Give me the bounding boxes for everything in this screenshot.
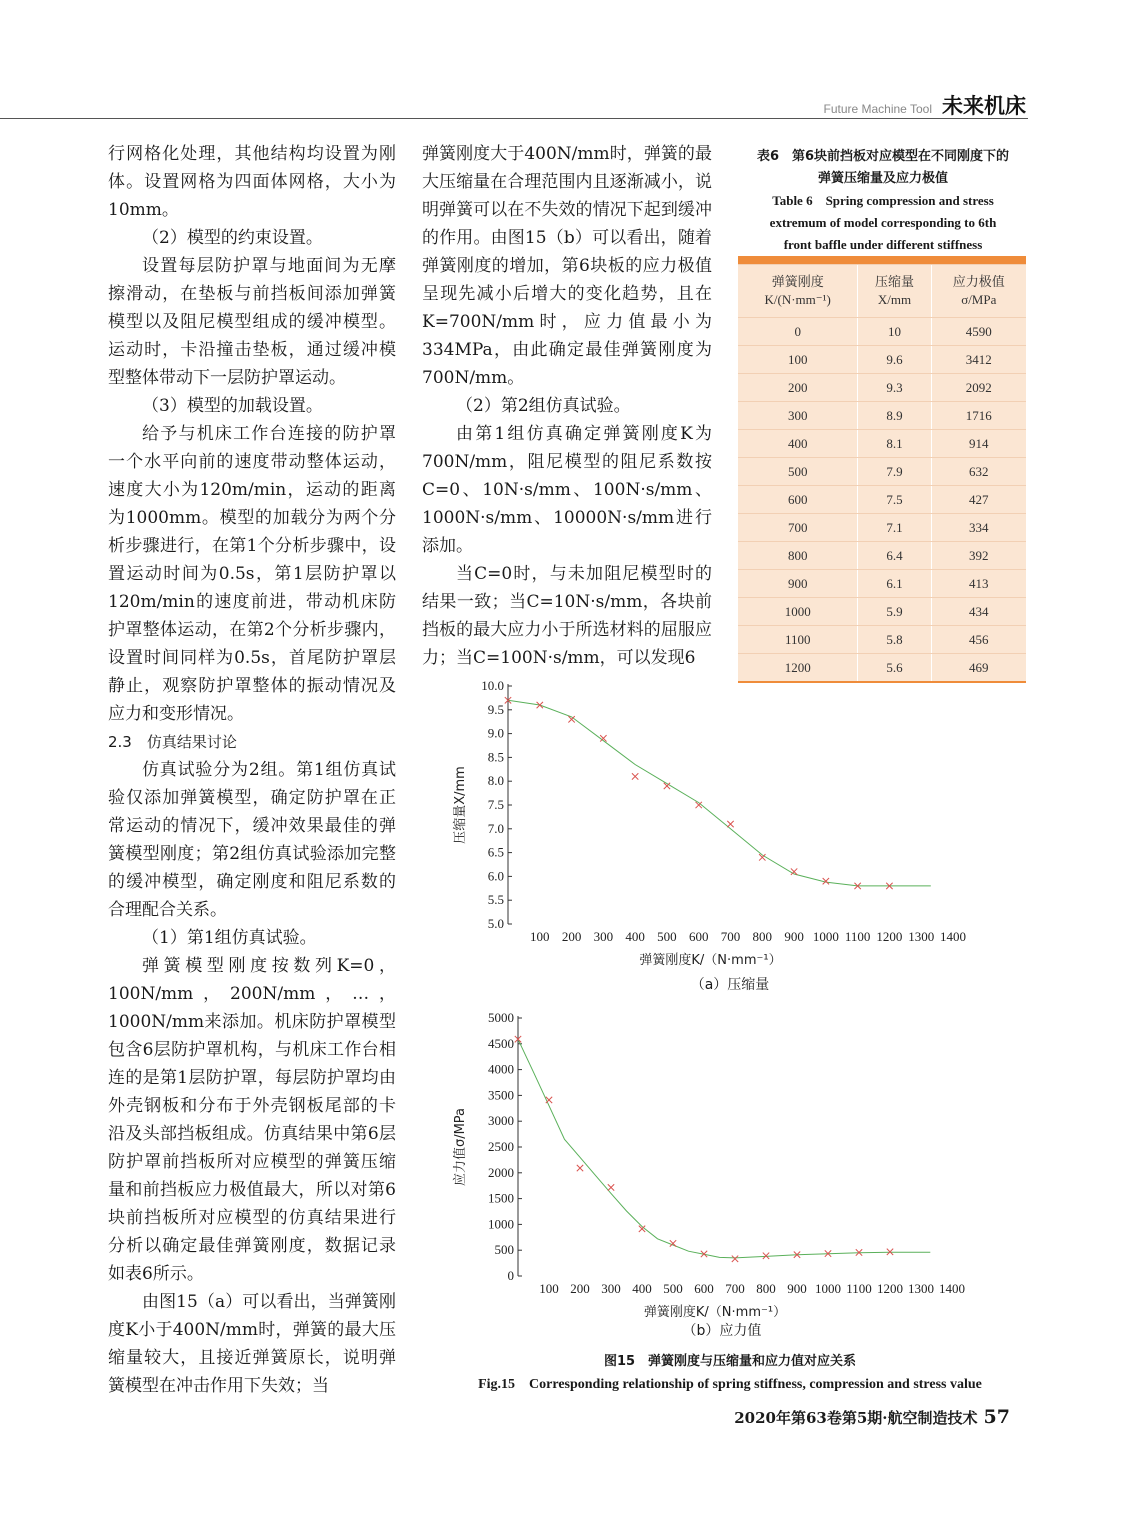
left-paragraph-9: 由图15（a）可以看出，当弹簧刚度K小于400N/mm时，弹簧的最大压缩量较大，且接近弹簧原长，说明弹簧模型在冲击作用下失效；当: [108, 1292, 396, 1396]
y-tick-label: 8.0: [487, 773, 504, 789]
header-stress-unit: σ/MPa: [961, 292, 997, 307]
y-tick-label: 2000: [488, 1164, 514, 1180]
x-axis-label: 弹簧刚度K/（N·mm⁻¹）: [643, 1305, 787, 1320]
table-cell: 1200: [738, 654, 858, 683]
table-row: [738, 570, 1026, 598]
header-compression-label: 压缩量: [874, 274, 914, 289]
table-cell: 9.6: [858, 346, 931, 374]
x-axis-label: 弹簧刚度K/（N·mm⁻¹）: [639, 953, 782, 968]
chart-stress: [420, 1008, 980, 1324]
text-column-middle: [422, 140, 712, 672]
table-cell: 6.1: [858, 570, 931, 598]
table-cell: 2092: [931, 374, 1026, 402]
x-tick-label: 100: [530, 929, 550, 944]
x-tick-label: 300: [593, 929, 614, 944]
data-point-marker: [632, 773, 638, 779]
table-caption-en-line3: front baffle under different stiffness: [783, 237, 983, 252]
y-tick-label: 1500: [488, 1190, 514, 1206]
table-row: [738, 430, 1026, 458]
table-caption-cn-line1: 表6 第6块前挡板对应模型在不同刚度下的: [756, 149, 1010, 164]
table-row: [738, 486, 1026, 514]
left-paragraph-5: 2.3 仿真结果讨论: [108, 733, 237, 751]
x-tick-label: 700: [720, 929, 741, 944]
y-tick-label: 4500: [488, 1035, 514, 1051]
left-paragraph-0: 行网格化处理，其他结构均设置为刚体。设置网格为四面体网格，大小为10mm。: [108, 144, 396, 220]
left-paragraph-2: 设置每层防护罩与地面间为无摩擦滑动，在垫板与前挡板间添加弹簧模型以及阻尼模型组成的缓冲模型。运动时，卡沿撞击垫板，通过缓冲模型整体带动下一层防护罩运动。: [108, 256, 396, 388]
journal-name-en: Future Machine Tool: [823, 102, 932, 116]
x-tick-label: 600: [688, 929, 709, 944]
x-tick-label: 1400: [939, 1281, 965, 1296]
x-tick-label: 1000: [815, 1281, 841, 1296]
data-point-marker: [727, 821, 733, 827]
table-cell: 456: [931, 626, 1026, 654]
page-number: 57: [983, 1406, 1010, 1428]
table-row: [738, 458, 1026, 486]
table-caption-cn-line2: 弹簧压缩量及应力极值: [817, 171, 948, 186]
table-cell: 5.6: [858, 654, 931, 683]
table-cell: 3412: [931, 346, 1026, 374]
figure-caption-cn: 图15 弹簧刚度与压缩量和应力值对应关系: [603, 1354, 857, 1369]
y-tick-label: 6.5: [487, 844, 504, 860]
y-tick-label: 5000: [488, 1010, 514, 1025]
header-stiffness: [738, 265, 858, 318]
middle-paragraph-1: （2）第2组仿真试验。: [456, 396, 631, 416]
table-cell: 100: [738, 346, 858, 374]
table-cell: 914: [931, 430, 1026, 458]
table-cell: 300: [738, 402, 858, 430]
y-tick-label: 8.5: [487, 749, 504, 765]
data-point-marker: [887, 1249, 893, 1255]
table-cell: 200: [738, 374, 858, 402]
data-table: [738, 256, 1026, 683]
data-point-marker: [577, 1165, 583, 1171]
x-tick-label: 400: [625, 929, 645, 944]
table-cell: 413: [931, 570, 1026, 598]
header-compression: [858, 265, 931, 318]
x-tick-label: 500: [657, 929, 677, 944]
table-cell: 7.9: [858, 458, 931, 486]
left-paragraph-1: （2）模型的约束设置。: [142, 228, 323, 248]
x-tick-label: 900: [784, 929, 804, 944]
table-cell: 700: [738, 514, 858, 542]
table-row: [738, 514, 1026, 542]
x-tick-label: 1100: [846, 1281, 872, 1296]
data-point-marker: [670, 1240, 676, 1246]
page-header: [0, 88, 1028, 119]
table-cell: 400: [738, 430, 858, 458]
y-tick-label: 7.5: [487, 797, 504, 812]
fit-curve: [518, 1039, 930, 1258]
figure-caption-en: Fig.15 Corresponding relationship of spring stiffness, compression and stress value: [478, 1377, 982, 1392]
y-tick-label: 9.5: [487, 701, 504, 717]
x-tick-label: 1200: [877, 1281, 903, 1296]
left-paragraph-4: 给予与机床工作台连接的防护罩一个水平向前的速度带动整体运动，速度大小为120m/min，运动的距离为1000mm。模型的加载分为两个分析步骤进行，在第1个分析步骤中，设置运动时间为0.5s，第1层防护罩以120m/min的速度前进，带动机床防护罩整体运动，在第2个分析步骤内，设置时间同样为0.5s，首尾防护罩层静止，观察防护罩整体的振动情况及应力和变形情况。: [108, 424, 396, 724]
figure-caption: [420, 1350, 1040, 1393]
table-cell: 4590: [931, 318, 1026, 346]
x-tick-label: 700: [725, 1281, 745, 1296]
table-cell: 8.1: [858, 430, 931, 458]
middle-paragraph-0: 弹簧刚度大于400N/mm时，弹簧的最大压缩量在合理范围内且逐渐减小，说明弹簧可以在不失效的情况下起到缓冲的作用。由图15（b）可以看出，随着弹簧刚度的增加，第6块板的应力极值呈现先减小后增大的变化趋势，且在K=700N/mm时，应力值最小为334MPa，由此确定最佳弹簧刚度为700N/mm。: [422, 144, 712, 388]
x-tick-label: 300: [601, 1281, 621, 1296]
y-tick-label: 6.0: [487, 868, 504, 884]
y-tick-label: 2500: [488, 1139, 514, 1154]
table-cell: 5.8: [858, 626, 931, 654]
table-caption-en-line1: Table 6 Spring compression and stress: [772, 193, 994, 208]
y-tick-label: 1000: [488, 1216, 514, 1232]
x-tick-label: 1200: [876, 929, 903, 944]
table-cell: 0: [738, 318, 858, 346]
table-cell: 600: [738, 486, 858, 514]
header-stiffness-unit: K/(N·mm⁻¹): [764, 292, 831, 307]
x-tick-label: 100: [539, 1281, 559, 1296]
y-tick-label: 3000: [488, 1113, 514, 1129]
y-tick-label: 0: [507, 1268, 514, 1283]
journal-name-cn: 未来机床: [942, 94, 1026, 118]
x-tick-label: 200: [561, 929, 582, 944]
x-tick-label: 600: [694, 1281, 714, 1296]
table-row: [738, 598, 1026, 626]
x-tick-label: 400: [632, 1281, 652, 1296]
table-cell: 427: [931, 486, 1026, 514]
table-cell: 900: [738, 570, 858, 598]
left-paragraph-7: （1）第1组仿真试验。: [142, 928, 317, 948]
page-footer: [734, 1406, 1010, 1428]
y-tick-label: 9.0: [487, 725, 504, 741]
footer-journal-info: 2020年第63卷第5期·航空制造技术: [734, 1409, 978, 1427]
table-cell: 334: [931, 514, 1026, 542]
y-tick-label: 4000: [488, 1061, 514, 1077]
x-tick-label: 800: [752, 929, 773, 944]
table-cell: 7.1: [858, 514, 931, 542]
y-tick-label: 5.0: [487, 916, 504, 931]
x-tick-label: 1400: [940, 929, 966, 944]
x-tick-label: 1300: [908, 929, 935, 944]
table-cell: 434: [931, 598, 1026, 626]
y-tick-label: 3500: [488, 1087, 514, 1103]
table-cell: 7.5: [858, 486, 931, 514]
y-axis-label: 压缩量X/mm: [453, 766, 468, 844]
middle-paragraph-2: 由第1组仿真确定弹簧刚度K为700N/mm，阻尼模型的阻尼系数按C=0、10N·s/mm、100N·s/mm、1000N·s/mm、10000N·s/mm进行添加。: [422, 424, 712, 556]
header-stiffness-label: 弹簧刚度: [771, 274, 824, 289]
x-tick-label: 1000: [812, 929, 839, 944]
x-tick-label: 1100: [844, 929, 871, 944]
table-cell: 5.9: [858, 598, 931, 626]
middle-paragraph-3: 当C=0时，与未加阻尼模型时的结果一致；当C=10N·s/mm，各块前挡板的最大应力小于所选材料的屈服应力；当C=100N·s/mm，可以发现6: [422, 564, 712, 668]
table-cell: 10: [858, 318, 931, 346]
header-compression-unit: X/mm: [877, 292, 912, 307]
left-paragraph-8: 弹簧模型刚度按数列K=0，100N/mm，200N/mm，…，1000N/mm来添加。机床防护罩模型包含6层防护罩机构，与机床工作台相连的是第1层防护罩，每层防护罩均由外壳钢板和分布于外壳钢板尾部的卡沿及头部挡板组成。仿真结果中第6层防护罩前挡板所对应模型的弹簧压缩量和前挡板应力极值最大，所以对第6块前挡板所对应模型的仿真结果进行分析以确定最佳弹簧刚度，数据记录如表6所示。: [108, 956, 396, 1284]
data-point-marker: [732, 1256, 738, 1262]
left-paragraph-3: （3）模型的加载设置。: [142, 396, 323, 416]
table-row: [738, 346, 1026, 374]
subcaption-a: （a）压缩量: [690, 977, 770, 993]
fit-curve: [508, 700, 931, 886]
y-tick-label: 7.0: [487, 820, 504, 836]
table-cell: 9.3: [858, 374, 931, 402]
header-stress: [931, 265, 1026, 318]
table-row: [738, 374, 1026, 402]
data-point-marker: [608, 1184, 614, 1190]
table-caption-en-line2: extremum of model corresponding to 6th: [769, 215, 997, 230]
x-tick-label: 200: [570, 1281, 590, 1296]
subcaption-b: （b）应力值: [682, 1323, 762, 1339]
table-row: [738, 542, 1026, 570]
data-point-marker: [763, 1253, 769, 1259]
table-row: [738, 626, 1026, 654]
table-cell: 392: [931, 542, 1026, 570]
x-tick-label: 900: [787, 1281, 807, 1296]
table-cell: 1100: [738, 626, 858, 654]
y-tick-label: 5.5: [487, 892, 504, 908]
table-body: [738, 318, 1026, 683]
x-tick-label: 500: [663, 1281, 683, 1296]
table-cell: 632: [931, 458, 1026, 486]
y-tick-label: 500: [494, 1242, 514, 1258]
left-paragraph-6: 仿真试验分为2组。第1组仿真试验仅添加弹簧模型，确定防护罩在正常运动的情况下，缓冲效果最佳的弹簧模型刚度；第2组仿真试验添加完整的缓冲模型，确定刚度和阻尼系数的合理配合关系。: [108, 760, 396, 920]
table-cell: 6.4: [858, 542, 931, 570]
x-tick-label: 800: [756, 1281, 776, 1296]
table-cell: 8.9: [858, 402, 931, 430]
table-caption: [738, 146, 1028, 256]
x-tick-label: 1300: [908, 1281, 934, 1296]
y-tick-label: 10.0: [481, 678, 504, 693]
y-axis-label: 应力值σ/MPa: [453, 1107, 468, 1187]
table-cell: 469: [931, 654, 1026, 683]
table-row: [738, 402, 1026, 430]
table-cell: 500: [738, 458, 858, 486]
table-row: [738, 318, 1026, 346]
text-column-left: [108, 140, 396, 1400]
header-stress-label: 应力极值: [952, 274, 1005, 289]
table-top-bar: [738, 256, 1026, 265]
table-cell: 1716: [931, 402, 1026, 430]
table-cell: 800: [738, 542, 858, 570]
chart-compression: [420, 676, 980, 980]
table-cell: 1000: [738, 598, 858, 626]
